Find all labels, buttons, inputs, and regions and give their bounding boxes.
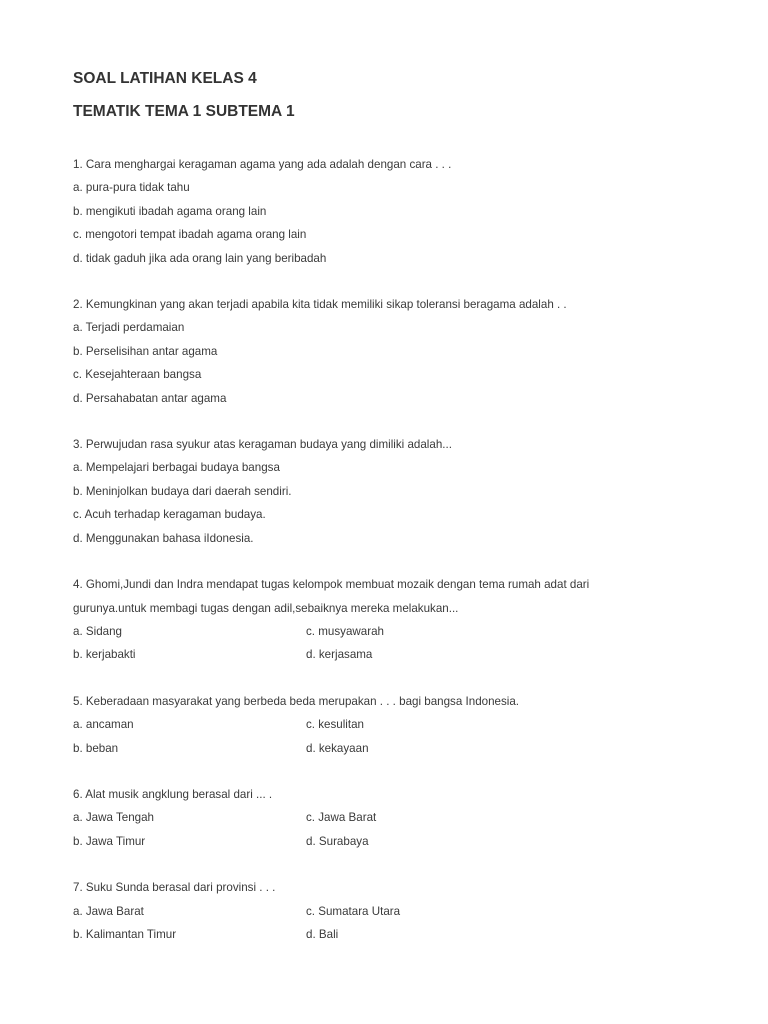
question-text: 2. Kemungkinan yang akan terjadi apabila kita tidak memiliki sikap toleransi beragama adalah . . — [73, 298, 567, 312]
option-c: c. kesulitan — [306, 718, 364, 732]
option-d: d. Bali — [306, 927, 339, 941]
question-6 — [73, 783, 713, 853]
options-row-2 — [73, 830, 713, 853]
options-row-2 — [73, 923, 713, 946]
question-text: 3. Perwujudan rasa syukur atas keragaman budaya yang dimiliki adalah... — [73, 438, 452, 452]
question-text-line-2: gurunya.untuk membagi tugas dengan adil,sebaiknya mereka melakukan... — [73, 601, 459, 615]
question-text: 6. Alat musik angklung berasal dari ... . — [73, 787, 273, 801]
options-row-1 — [73, 806, 713, 829]
options-row-2 — [73, 737, 713, 760]
question-3 — [73, 433, 713, 550]
option-d: d. Persahabatan antar agama — [73, 391, 227, 405]
question-2 — [73, 293, 713, 410]
option-a: a. ancaman — [73, 718, 134, 732]
question-text: 5. Keberadaan masyarakat yang berbeda beda merupakan . . . bagi bangsa Indonesia. — [73, 694, 520, 708]
option-c: c. mengotori tempat ibadah agama orang lain — [73, 228, 307, 242]
document-subtitle: TEMATIK TEMA 1 SUBTEMA 1 — [73, 103, 295, 120]
option-c: c. Acuh terhadap keragaman budaya. — [73, 508, 266, 522]
option-b: b. Perselisihan antar agama — [73, 344, 218, 358]
options-row-2 — [73, 643, 713, 666]
option-c: c. musyawarah — [306, 624, 384, 638]
option-b: b. beban — [73, 741, 119, 755]
option-a: a. Terjadi perdamaian — [73, 321, 185, 335]
options-row-1 — [73, 713, 713, 736]
option-a: a. Jawa Tengah — [73, 811, 155, 825]
option-a: a. Sidang — [73, 624, 122, 638]
question-text: 1. Cara menghargai keragaman agama yang ada adalah dengan cara . . . — [73, 158, 452, 171]
option-d: d. tidak gaduh jika ada orang lain yang beribadah — [73, 251, 327, 265]
option-d: d. Menggunakan bahasa iIdonesia. — [73, 531, 254, 545]
option-c: c. Kesejahteraan bangsa — [73, 368, 202, 382]
option-a: a. Jawa Barat — [73, 904, 144, 918]
document-page — [73, 68, 713, 969]
question-1 — [73, 153, 713, 270]
option-b: b. Jawa Timur — [73, 834, 146, 848]
option-d: d. kekayaan — [306, 741, 369, 755]
options-row-1 — [73, 900, 713, 923]
question-text-line-1: 4. Ghomi,Jundi dan Indra mendapat tugas kelompok membuat mozaik dengan tema rumah adat dari — [73, 578, 590, 592]
options-row-1 — [73, 620, 713, 643]
option-a: a. pura-pura tidak tahu — [73, 181, 190, 195]
option-b: b. Meninjolkan budaya dari daerah sendiri. — [73, 484, 292, 498]
option-d: d. Surabaya — [306, 834, 369, 848]
option-b: b. kerjabakti — [73, 648, 136, 662]
document-title: SOAL LATIHAN KELAS 4 — [73, 70, 257, 87]
question-4 — [73, 573, 713, 667]
option-b: b. Kalimantan Timur — [73, 927, 177, 941]
question-5 — [73, 690, 713, 760]
option-b: b. mengikuti ibadah agama orang lain — [73, 204, 267, 218]
question-text: 7. Suku Sunda berasal dari provinsi . . . — [73, 881, 276, 895]
question-7 — [73, 876, 713, 946]
option-a: a. Mempelajari berbagai budaya bangsa — [73, 461, 280, 475]
option-c: c. Jawa Barat — [306, 811, 377, 825]
option-d: d. kerjasama — [306, 648, 373, 662]
option-c: c. Sumatara Utara — [306, 904, 401, 918]
